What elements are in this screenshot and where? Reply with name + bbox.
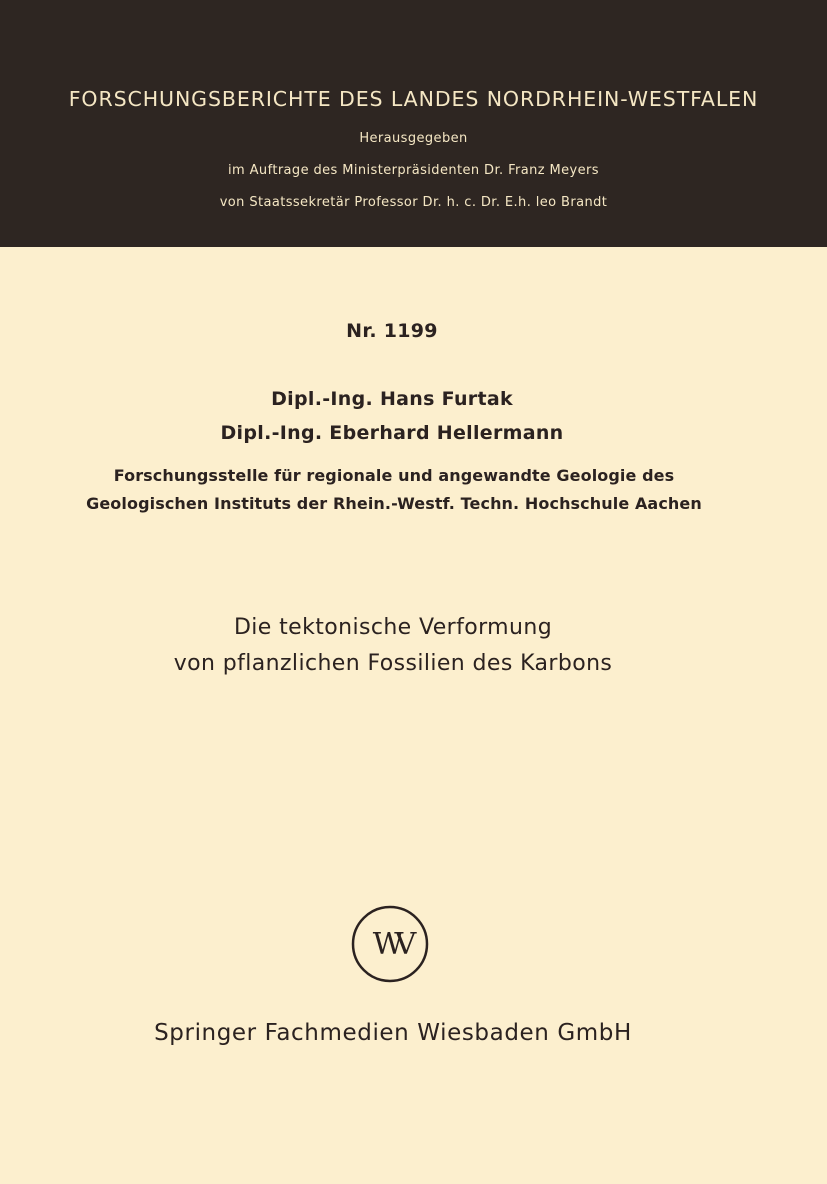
publisher-name: Springer Fachmedien Wiesbaden GmbH — [154, 1020, 632, 1046]
affiliation-line-2: Geologischen Instituts der Rhein.-Westf. Techn. Hochschule Aachen — [86, 494, 702, 513]
publisher-logo — [350, 904, 430, 984]
author-1: Dipl.-Ing. Hans Furtak — [271, 388, 513, 410]
affiliation-line-1: Forschungsstelle für regionale und angewandte Geologie des — [113, 466, 675, 485]
series-header-band — [0, 0, 827, 247]
author-2: Dipl.-Ing. Eberhard Hellermann — [220, 422, 564, 444]
book-title-line-2: von pflanzlichen Fossilien des Karbons — [173, 651, 613, 676]
editor-line-1: Herausgegeben — [359, 131, 468, 146]
logo-letters: WV — [372, 927, 408, 962]
editor-line-2: im Auftrage des Ministerpräsidenten Dr. Franz Meyers — [228, 163, 599, 178]
series-title: FORSCHUNGSBERICHTE DES LANDES NORDRHEIN-WESTFALEN — [68, 87, 759, 111]
book-title-line-1: Die tektonische Verformung — [233, 615, 553, 640]
editor-line-3: von Staatssekretär Professor Dr. h. c. Dr. E.h. leo Brandt — [219, 195, 608, 210]
report-number: Nr. 1199 — [346, 320, 438, 342]
